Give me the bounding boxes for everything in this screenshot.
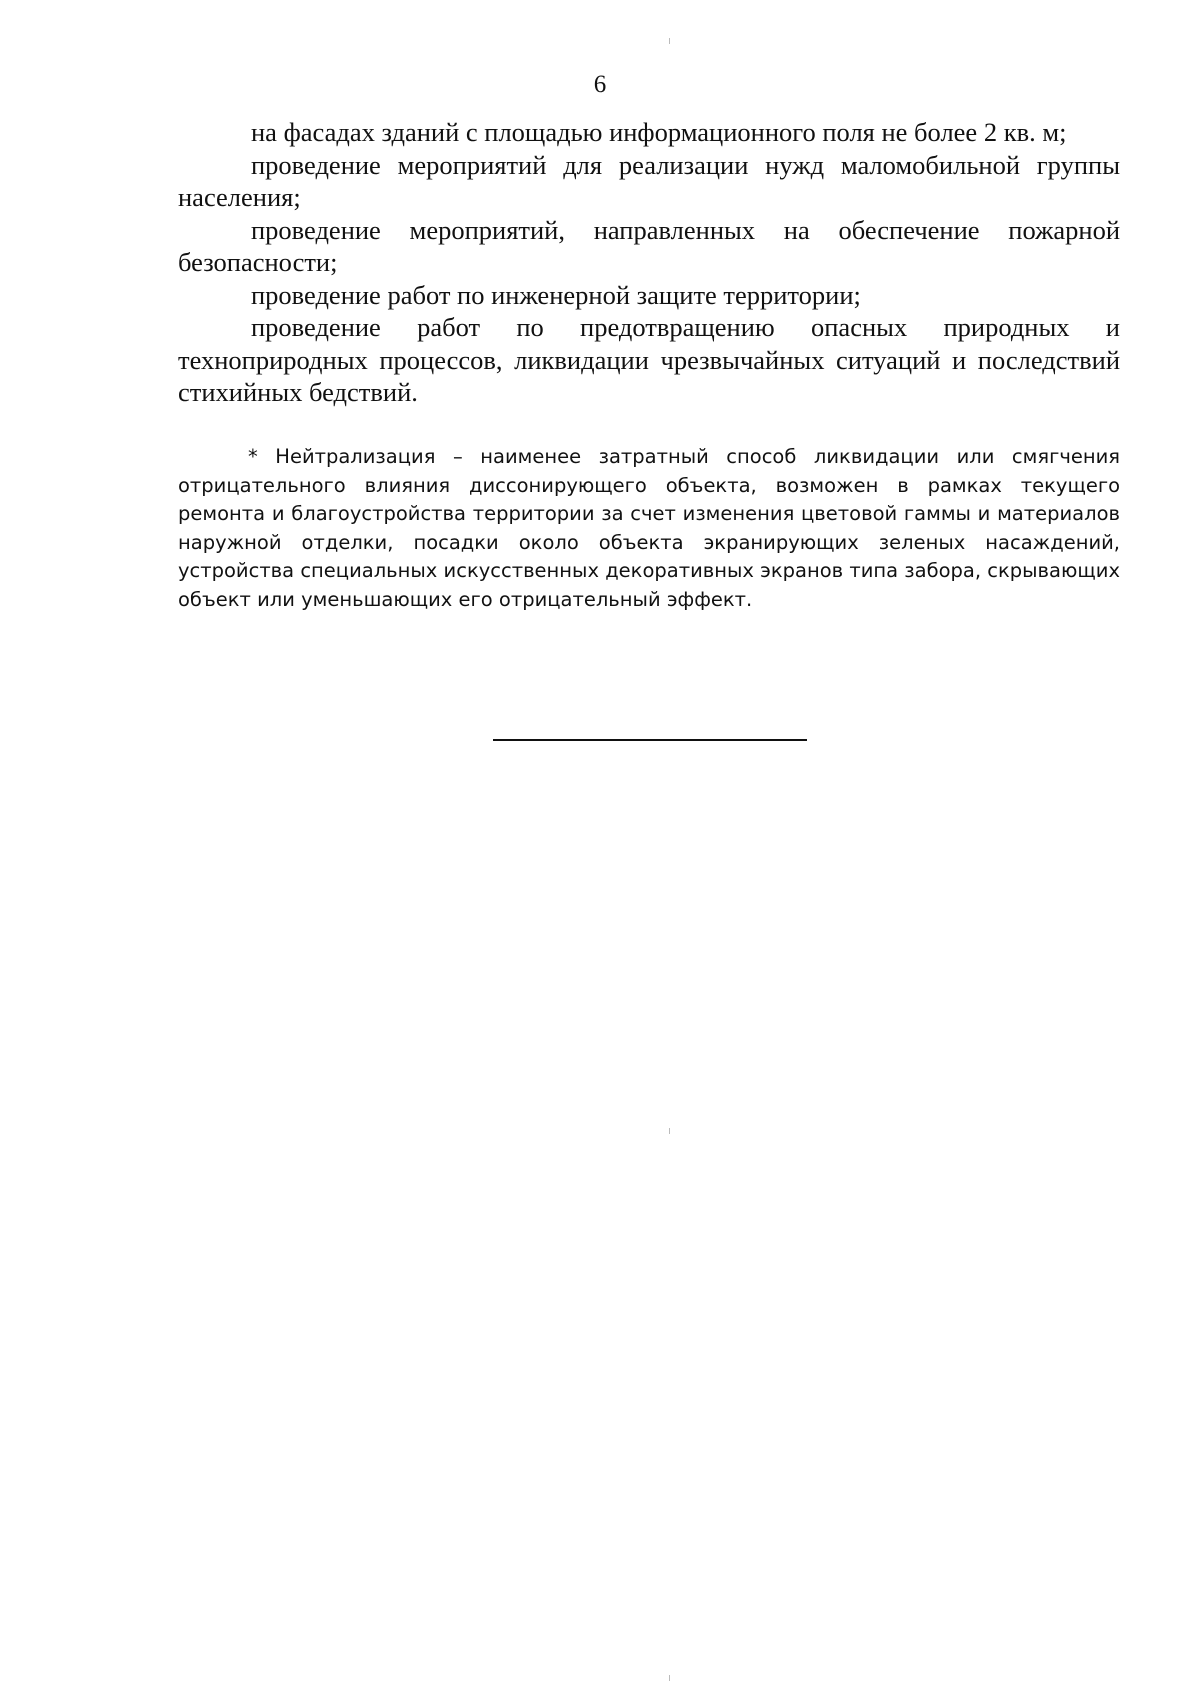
page-number: 6 [593,71,607,98]
footnote [178,443,1120,614]
body-text [178,116,1120,409]
paragraph: проведение работ по предотвращению опасных природных и техноприродных процессов, ликвидации чрезвычайных ситуаций и последствий стихийных бедствий. [178,312,1120,407]
paragraph: на фасадах зданий с площадью информационного поля не более 2 кв. м; [251,117,1067,147]
paragraph: проведение мероприятий, направленных на обеспечение пожарной безопасности; [178,214,1120,277]
footnote-text: * Нейтрализация – наименее затратный способ ликвидации или смягчения отрицательного влияния диссонирующего объекта, возможен в рамках текущего ремонта и благоустройства территории за счет изменения цветовой гаммы и материалов наружной отделки, посадки около объекта экранирующих зеленых насаждений, устройства специальных искусственных декоративных экранов типа забора, скрывающих объект или уменьшающих его отрицательный эффект. [178,445,1120,611]
scan-speck [669,1128,670,1134]
end-of-document-rule [493,739,807,741]
paragraph: проведение работ по инженерной защите территории; [251,279,861,310]
paragraph: проведение мероприятий для реализации нужд маломобильной группы населения; [178,149,1120,212]
scan-speck [669,1675,670,1681]
scan-speck [669,38,670,44]
